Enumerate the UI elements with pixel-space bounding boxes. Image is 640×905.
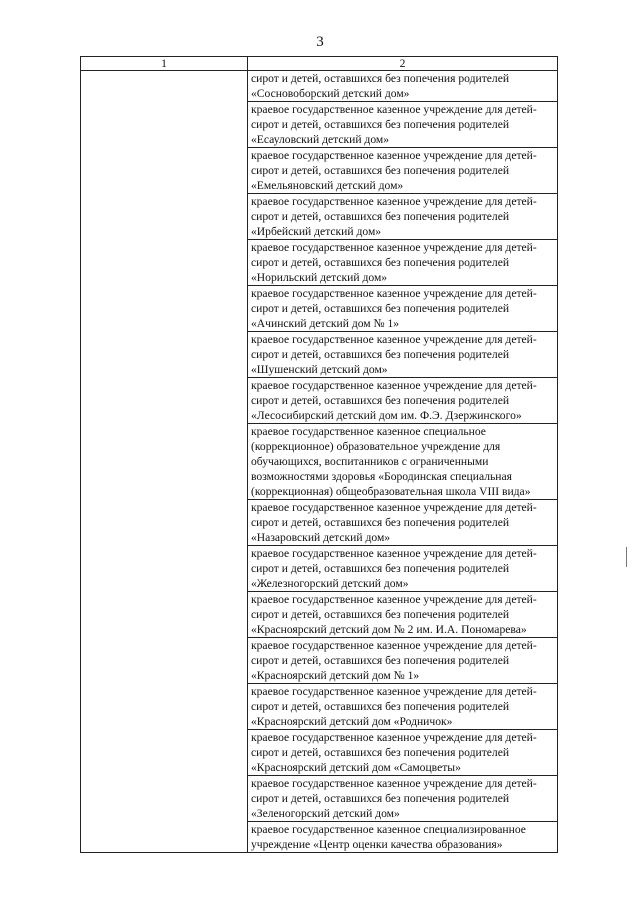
- institution-name: краевое государственное казенное специальное (коррекционное) образовательное учреждение для обучающихся, воспитанников с ограниченными возможностями здоровья «Бородинская специальная (коррекционная) общеобразовательная школа VIII вида»: [251, 425, 531, 498]
- institution-name: краевое государственное казенное учреждение для детей- сирот и детей, оставшихся без попечения родителей «Ачинский детский дом № 1»: [251, 287, 537, 330]
- institution-name: сирот и детей, оставшихся без попечения родителей «Сосновоборский детский дом»: [251, 72, 510, 100]
- institution-name: краевое государственное казенное учреждение для детей- сирот и детей, оставшихся без попечения родителей «Ирбейский детский дом»: [251, 195, 537, 238]
- institution-name: краевое государственное казенное учреждение для детей- сирот и детей, оставшихся без попечения родителей «Зеленогорский детский дом»: [251, 777, 537, 820]
- institution-name: краевое государственное казенное учреждение для детей- сирот и детей, оставшихся без попечения родителей «Железногорский детский дом»: [251, 547, 537, 590]
- institution-name: краевое государственное казенное учреждение для детей- сирот и детей, оставшихся без попечения родителей «Красноярский детский дом № 2 им. И.А. Пономарева»: [251, 593, 537, 636]
- empty-cell: [81, 71, 248, 853]
- column-header-2: 2: [248, 57, 558, 71]
- institution-cell: [248, 194, 558, 240]
- institution-cell: [248, 102, 558, 148]
- institution-name: краевое государственное казенное учреждение для детей- сирот и детей, оставшихся без попечения родителей «Норильский детский дом»: [251, 241, 537, 284]
- institution-cell: [248, 148, 558, 194]
- institution-cell: [248, 546, 558, 592]
- institution-name: краевое государственное казенное учреждение для детей- сирот и детей, оставшихся без попечения родителей «Назаровский детский дом»: [251, 501, 537, 544]
- institution-cell: [248, 684, 558, 730]
- institution-name: краевое государственное казенное специализированное учреждение «Центр оценки качества образования»: [251, 823, 526, 851]
- institution-cell: [248, 822, 558, 853]
- table-header-row: [81, 57, 558, 71]
- institution-name: краевое государственное казенное учреждение для детей- сирот и детей, оставшихся без попечения родителей «Красноярский детский дом № 1»: [251, 639, 537, 682]
- institution-cell: [248, 378, 558, 424]
- institution-name: краевое государственное казенное учреждение для детей- сирот и детей, оставшихся без попечения родителей «Лесосибирский детский дом им. Ф.Э. Дзержинского»: [251, 379, 537, 422]
- institution-cell: [248, 638, 558, 684]
- table-row: [81, 71, 558, 102]
- institution-name: краевое государственное казенное учреждение для детей- сирот и детей, оставшихся без попечения родителей «Красноярский детский дом «Самоцветы»: [251, 731, 537, 774]
- institution-cell: [248, 240, 558, 286]
- institution-cell: [248, 776, 558, 822]
- institutions-table: [80, 56, 558, 853]
- institution-name: краевое государственное казенное учреждение для детей- сирот и детей, оставшихся без попечения родителей «Емельяновский детский дом»: [251, 149, 537, 192]
- scan-edge-mark: [626, 547, 627, 567]
- institution-name: краевое государственное казенное учреждение для детей- сирот и детей, оставшихся без попечения родителей «Красноярский детский дом «Родничок»: [251, 685, 537, 728]
- column-header-1: 1: [81, 57, 248, 71]
- institution-cell: [248, 332, 558, 378]
- institution-cell: [248, 424, 558, 500]
- page-number: 3: [316, 34, 324, 50]
- institution-cell: [248, 286, 558, 332]
- institution-name: краевое государственное казенное учреждение для детей- сирот и детей, оставшихся без попечения родителей «Шушенский детский дом»: [251, 333, 537, 376]
- institution-cell: [248, 71, 558, 102]
- institution-cell: [248, 730, 558, 776]
- institution-cell: [248, 592, 558, 638]
- institution-name: краевое государственное казенное учреждение для детей- сирот и детей, оставшихся без попечения родителей «Есауловский детский дом»: [251, 103, 537, 146]
- institution-cell: [248, 500, 558, 546]
